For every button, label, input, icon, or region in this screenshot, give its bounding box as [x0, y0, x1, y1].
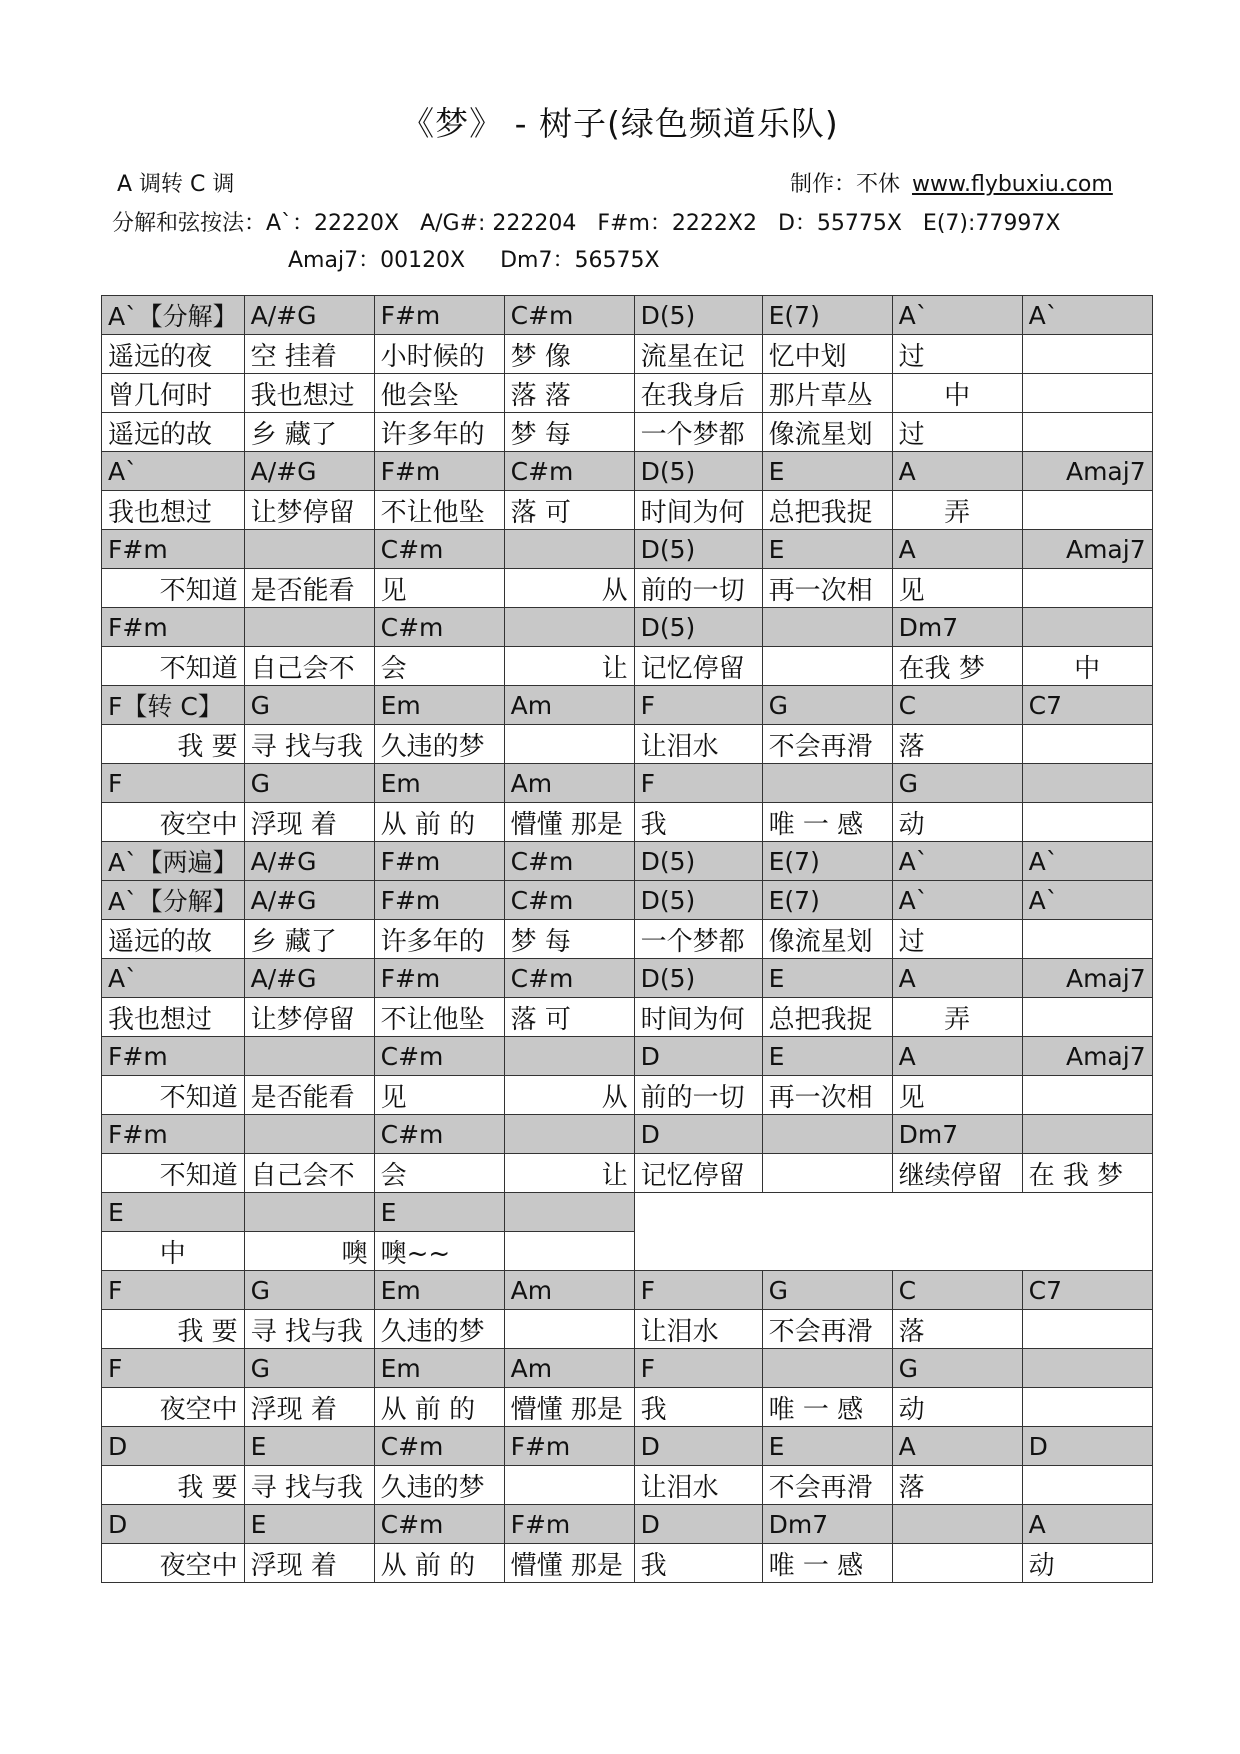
- lyric-cell: 我也想过: [102, 998, 245, 1037]
- chord-cell: Amaj7: [1022, 530, 1152, 569]
- chord-cell: F#m: [374, 881, 504, 920]
- chord-cell: D(5): [634, 530, 762, 569]
- chord-cell: F: [634, 686, 762, 725]
- lyric-cell: 不会再滑: [762, 725, 892, 764]
- chord-cell: [1022, 764, 1152, 803]
- chord-cell: F#m: [102, 1037, 245, 1076]
- chord-cell: A/#G: [244, 881, 374, 920]
- chord-cell: C: [892, 686, 1022, 725]
- chord-cell: F#m: [504, 1505, 634, 1544]
- lyric-cell: 遥远的夜: [102, 335, 245, 374]
- lyric-cell: 梦 每: [504, 920, 634, 959]
- chord-cell: C7: [1022, 1271, 1152, 1310]
- chord-cell: A`: [892, 881, 1022, 920]
- chord-cell: A`【分解】: [102, 296, 245, 335]
- lyric-cell: 不让他坠: [374, 491, 504, 530]
- chord-cell: E(7): [762, 842, 892, 881]
- credit-author: 制作：不休: [790, 172, 901, 197]
- chord-cell: C#m: [504, 452, 634, 491]
- chord-cell: A/#G: [244, 959, 374, 998]
- chord-cell: [244, 1115, 374, 1154]
- lyric-row: [102, 1466, 1153, 1505]
- chord-row: [102, 1037, 1153, 1076]
- chord-cell: E(7): [762, 296, 892, 335]
- lyric-cell: 总把我捉: [762, 998, 892, 1037]
- lyric-cell: [892, 1544, 1022, 1583]
- lyric-row: [102, 803, 1153, 842]
- lyric-cell: 流星在记: [634, 335, 762, 374]
- lyric-cell: 让梦停留: [244, 491, 374, 530]
- chord-cell: A`: [1022, 296, 1152, 335]
- lyric-cell: 会: [374, 647, 504, 686]
- chord-shapes-line-1: 分解和弦按法：A`：22220X A/G#: 222204 F#m：2222X2 D：55775X E(7):77997X: [112, 211, 1061, 236]
- chord-cell: F: [102, 1271, 245, 1310]
- lyric-cell: 让泪水: [634, 1310, 762, 1349]
- lyric-cell: 见: [374, 1076, 504, 1115]
- lyric-cell: 浮现 着: [244, 803, 374, 842]
- chord-cell: A: [1022, 1505, 1152, 1544]
- chord-cell: F【转 C】: [102, 686, 245, 725]
- lyric-cell: 中: [892, 374, 1022, 413]
- chord-cell: Am: [504, 764, 634, 803]
- empty-cell: [634, 1193, 1152, 1232]
- chord-cell: [244, 608, 374, 647]
- lyric-row: [102, 1310, 1153, 1349]
- lyric-cell: 乡 藏了: [244, 413, 374, 452]
- lyric-cell: 落 可: [504, 491, 634, 530]
- lyric-cell: 是否能看: [244, 1076, 374, 1115]
- lyric-cell: 让梦停留: [244, 998, 374, 1037]
- lyric-cell: [762, 647, 892, 686]
- lyric-row: [102, 998, 1153, 1037]
- lyric-cell: 梦 每: [504, 413, 634, 452]
- lyric-cell: 乡 藏了: [244, 920, 374, 959]
- lyric-cell: 寻 找与我: [244, 725, 374, 764]
- lyric-cell: 唯 一 感: [762, 1388, 892, 1427]
- chord-cell: E: [762, 452, 892, 491]
- chord-row: [102, 1271, 1153, 1310]
- lyric-cell: 我也想过: [102, 491, 245, 530]
- lyric-cell: 让泪水: [634, 1466, 762, 1505]
- chord-cell: Amaj7: [1022, 959, 1152, 998]
- lyric-cell: 遥远的故: [102, 920, 245, 959]
- chord-cell: A: [892, 530, 1022, 569]
- lyric-cell: 我: [634, 1388, 762, 1427]
- chord-cell: E: [762, 959, 892, 998]
- lyric-cell: 从 前 的: [374, 1544, 504, 1583]
- lyric-cell: 小时候的: [374, 335, 504, 374]
- lyric-cell: [762, 1154, 892, 1193]
- chord-cell: A`: [892, 296, 1022, 335]
- lyric-cell: 寻 找与我: [244, 1466, 374, 1505]
- chord-cell: D(5): [634, 608, 762, 647]
- chord-row: [102, 881, 1153, 920]
- lyric-cell: 夜空中: [102, 1388, 245, 1427]
- chord-cell: C#m: [374, 1037, 504, 1076]
- lyric-cell: 空 挂着: [244, 335, 374, 374]
- chord-cell: Dm7: [762, 1505, 892, 1544]
- lyric-row: [102, 1232, 1153, 1271]
- lyric-cell: 见: [892, 1076, 1022, 1115]
- lyric-cell: 一个梦都: [634, 920, 762, 959]
- lyric-cell: 不会再滑: [762, 1310, 892, 1349]
- chord-cell: G: [892, 1349, 1022, 1388]
- lyric-row: [102, 1388, 1153, 1427]
- lyric-cell: [1022, 1310, 1152, 1349]
- chord-cell: [504, 1115, 634, 1154]
- lyric-cell: 时间为何: [634, 491, 762, 530]
- lyric-cell: 懵懂 那是: [504, 1544, 634, 1583]
- lyric-cell: 见: [892, 569, 1022, 608]
- lyric-cell: 落 落: [504, 374, 634, 413]
- lyric-cell: 不知道: [102, 569, 245, 608]
- lyric-cell: 一个梦都: [634, 413, 762, 452]
- lyric-cell: 我: [634, 803, 762, 842]
- chord-cell: A/#G: [244, 452, 374, 491]
- chord-cell: A`: [102, 452, 245, 491]
- chord-cell: [1022, 608, 1152, 647]
- chord-cell: F#m: [102, 1115, 245, 1154]
- chord-cell: [244, 530, 374, 569]
- lyric-row: [102, 413, 1153, 452]
- chord-cell: A: [892, 1037, 1022, 1076]
- chord-cell: [762, 1115, 892, 1154]
- lyric-cell: [1022, 1466, 1152, 1505]
- chord-cell: G: [244, 686, 374, 725]
- chord-cell: Am: [504, 1349, 634, 1388]
- lyric-cell: 再一次相: [762, 1076, 892, 1115]
- credit-line: [790, 167, 1113, 203]
- lyric-cell: 前的一切: [634, 569, 762, 608]
- chord-cell: A: [892, 959, 1022, 998]
- chord-row: [102, 1115, 1153, 1154]
- chord-cell: F#m: [102, 608, 245, 647]
- lyric-cell: 不会再滑: [762, 1466, 892, 1505]
- lyric-cell: 寻 找与我: [244, 1310, 374, 1349]
- lyric-cell: 夜空中: [102, 1544, 245, 1583]
- lyric-cell: 我: [634, 1544, 762, 1583]
- chord-cell: D: [634, 1037, 762, 1076]
- site-link[interactable]: www.flybuxiu.com: [912, 172, 1113, 197]
- chord-cell: C7: [1022, 686, 1152, 725]
- chord-cell: C#m: [374, 608, 504, 647]
- lyric-cell: 像流星划: [762, 413, 892, 452]
- chord-cell: F#m: [374, 452, 504, 491]
- lyric-cell: 他会坠: [374, 374, 504, 413]
- lyric-cell: 会: [374, 1154, 504, 1193]
- chord-cell: Amaj7: [1022, 452, 1152, 491]
- lyric-cell: [1022, 1076, 1152, 1115]
- chord-cell: C#m: [374, 530, 504, 569]
- chord-cell: Amaj7: [1022, 1037, 1152, 1076]
- chord-cell: F: [634, 1271, 762, 1310]
- lyric-cell: [1022, 569, 1152, 608]
- lyric-cell: 像流星划: [762, 920, 892, 959]
- chord-cell: F#m: [374, 959, 504, 998]
- chord-cell: G: [244, 764, 374, 803]
- chord-cell: A`: [1022, 842, 1152, 881]
- chord-cell: [762, 1349, 892, 1388]
- chord-cell: C#m: [504, 881, 634, 920]
- lyric-cell: 继续停留: [892, 1154, 1022, 1193]
- lyric-cell: 不知道: [102, 1076, 245, 1115]
- lyric-cell: 不知道: [102, 647, 245, 686]
- chord-cell: G: [762, 1271, 892, 1310]
- chord-cell: C#m: [374, 1427, 504, 1466]
- chord-cell: D: [634, 1505, 762, 1544]
- chord-cell: F#m: [504, 1427, 634, 1466]
- chord-cell: D: [1022, 1427, 1152, 1466]
- lyric-cell: 弄: [892, 491, 1022, 530]
- lyric-row: [102, 725, 1153, 764]
- lyric-cell: 再一次相: [762, 569, 892, 608]
- chord-cell: F: [102, 1349, 245, 1388]
- chord-cell: [1022, 1115, 1152, 1154]
- chord-cell: [504, 1193, 634, 1232]
- lyric-cell: 让: [504, 1154, 634, 1193]
- chord-cell: Am: [504, 1271, 634, 1310]
- chord-cell: C: [892, 1271, 1022, 1310]
- chord-cell: Em: [374, 1349, 504, 1388]
- lyric-cell: 让泪水: [634, 725, 762, 764]
- chord-cell: G: [244, 1349, 374, 1388]
- lyric-cell: 许多年的: [374, 413, 504, 452]
- lyric-cell: 自己会不: [244, 647, 374, 686]
- chord-cell: [1022, 1349, 1152, 1388]
- chord-cell: A`: [1022, 881, 1152, 920]
- chord-row: [102, 842, 1153, 881]
- chord-cell: [892, 1505, 1022, 1544]
- chord-row: [102, 530, 1153, 569]
- lyric-cell: 过: [892, 920, 1022, 959]
- chord-cell: D(5): [634, 881, 762, 920]
- chord-cell: A: [892, 1427, 1022, 1466]
- chord-row: [102, 1193, 1153, 1232]
- key-info: A 调转 C 调: [117, 172, 235, 197]
- lyric-cell: 过: [892, 413, 1022, 452]
- chord-row: [102, 296, 1153, 335]
- lyric-cell: 从: [504, 569, 634, 608]
- lyric-cell: 我 要: [102, 1466, 245, 1505]
- lyric-cell: 过: [892, 335, 1022, 374]
- song-title: 《梦》 - 树子(绿色频道乐队): [401, 104, 839, 143]
- lyric-cell: 夜空中: [102, 803, 245, 842]
- chord-cell: E: [762, 530, 892, 569]
- lyric-cell: 前的一切: [634, 1076, 762, 1115]
- chord-cell: [504, 608, 634, 647]
- lyric-cell: 唯 一 感: [762, 803, 892, 842]
- lyric-cell: 落: [892, 1466, 1022, 1505]
- chord-row: [102, 764, 1153, 803]
- lyric-cell: [1022, 491, 1152, 530]
- chord-cell: Em: [374, 686, 504, 725]
- lyric-cell: 久违的梦: [374, 1310, 504, 1349]
- chord-cell: E: [762, 1037, 892, 1076]
- chord-cell: D: [634, 1427, 762, 1466]
- lyric-cell: 落: [892, 1310, 1022, 1349]
- chord-row: [102, 452, 1153, 491]
- chord-cell: G: [892, 764, 1022, 803]
- lyric-cell: 我 要: [102, 725, 245, 764]
- lyric-cell: 从 前 的: [374, 803, 504, 842]
- lyric-cell: [1022, 335, 1152, 374]
- chord-cell: [762, 764, 892, 803]
- chord-cell: C#m: [374, 1115, 504, 1154]
- chord-cell: [762, 608, 892, 647]
- lyric-row: [102, 335, 1153, 374]
- chord-shapes-line-2: Amaj7：00120X Dm7：56575X: [288, 248, 660, 273]
- chord-cell: E: [762, 1427, 892, 1466]
- chord-cell: F: [102, 764, 245, 803]
- lyric-cell: 从 前 的: [374, 1388, 504, 1427]
- chord-cell: E: [244, 1505, 374, 1544]
- chord-cell: A`【分解】: [102, 881, 245, 920]
- lyric-cell: 噢~~: [374, 1232, 504, 1271]
- lyric-cell: 见: [374, 569, 504, 608]
- lyric-cell: 浮现 着: [244, 1388, 374, 1427]
- chord-cell: E: [244, 1427, 374, 1466]
- lyric-cell: 是否能看: [244, 569, 374, 608]
- chord-row: [102, 1427, 1153, 1466]
- chord-cell: F: [634, 764, 762, 803]
- lyric-cell: 我也想过: [244, 374, 374, 413]
- lyric-cell: 不知道: [102, 1154, 245, 1193]
- lyric-cell: [504, 1232, 634, 1271]
- lyric-cell: 忆中划: [762, 335, 892, 374]
- chord-cell: Dm7: [892, 608, 1022, 647]
- chord-row: [102, 686, 1153, 725]
- lyric-cell: 梦 像: [504, 335, 634, 374]
- lyric-cell: 在 我 梦: [1022, 1154, 1152, 1193]
- chord-cell: E: [102, 1193, 245, 1232]
- lyric-cell: 唯 一 感: [762, 1544, 892, 1583]
- chord-cell: A/#G: [244, 296, 374, 335]
- lyric-cell: [504, 725, 634, 764]
- chord-cell: A`: [892, 842, 1022, 881]
- chord-cell: [504, 530, 634, 569]
- chord-cell: D(5): [634, 452, 762, 491]
- lyric-row: [102, 647, 1153, 686]
- chord-cell: D(5): [634, 959, 762, 998]
- lyric-cell: 久违的梦: [374, 725, 504, 764]
- lyric-cell: 落 可: [504, 998, 634, 1037]
- lyric-cell: 动: [892, 1388, 1022, 1427]
- chord-cell: [244, 1037, 374, 1076]
- chord-cell: D(5): [634, 842, 762, 881]
- chord-row: [102, 1505, 1153, 1544]
- lyric-cell: 动: [892, 803, 1022, 842]
- lyric-cell: [1022, 725, 1152, 764]
- empty-cell: [634, 1232, 1152, 1271]
- chord-cell: C#m: [504, 959, 634, 998]
- lyric-row: [102, 1154, 1153, 1193]
- chord-cell: D: [102, 1427, 245, 1466]
- chord-cell: A: [892, 452, 1022, 491]
- lyric-cell: 懵懂 那是: [504, 803, 634, 842]
- lyric-cell: 我 要: [102, 1310, 245, 1349]
- lyric-row: [102, 374, 1153, 413]
- lyric-cell: [1022, 998, 1152, 1037]
- chord-cell: F#m: [102, 530, 245, 569]
- chord-cell: A`: [102, 959, 245, 998]
- chord-cell: F#m: [374, 842, 504, 881]
- lyric-cell: 遥远的故: [102, 413, 245, 452]
- lyric-cell: 中: [1022, 647, 1152, 686]
- chord-cell: A`【两遍】: [102, 842, 245, 881]
- lyric-row: [102, 1076, 1153, 1115]
- lyric-cell: 让: [504, 647, 634, 686]
- chord-cell: C#m: [374, 1505, 504, 1544]
- chord-row: [102, 608, 1153, 647]
- lyric-cell: 自己会不: [244, 1154, 374, 1193]
- chord-cell: F: [634, 1349, 762, 1388]
- lyric-cell: [1022, 374, 1152, 413]
- lyric-row: [102, 920, 1153, 959]
- chord-cell: G: [244, 1271, 374, 1310]
- lyric-cell: [1022, 803, 1152, 842]
- lyric-cell: [1022, 413, 1152, 452]
- lyric-cell: 懵懂 那是: [504, 1388, 634, 1427]
- lyric-cell: [1022, 1388, 1152, 1427]
- chord-cell: E: [374, 1193, 504, 1232]
- lyric-cell: [504, 1466, 634, 1505]
- lyric-cell: 弄: [892, 998, 1022, 1037]
- chord-cell: D(5): [634, 296, 762, 335]
- lyric-cell: 记忆停留: [634, 1154, 762, 1193]
- chord-cell: E(7): [762, 881, 892, 920]
- chord-cell: D: [634, 1115, 762, 1154]
- lyric-cell: 记忆停留: [634, 647, 762, 686]
- chord-cell: [244, 1193, 374, 1232]
- lyric-cell: 动: [1022, 1544, 1152, 1583]
- lyric-cell: 噢: [244, 1232, 374, 1271]
- chord-cell: G: [762, 686, 892, 725]
- lyric-cell: 那片草丛: [762, 374, 892, 413]
- lyric-cell: 时间为何: [634, 998, 762, 1037]
- lyric-cell: 从: [504, 1076, 634, 1115]
- lyric-cell: 中: [102, 1232, 245, 1271]
- chord-cell: Am: [504, 686, 634, 725]
- lyric-cell: 许多年的: [374, 920, 504, 959]
- lyric-cell: 在我 梦: [892, 647, 1022, 686]
- chord-cell: [504, 1037, 634, 1076]
- lyric-cell: 落: [892, 725, 1022, 764]
- lyric-row: [102, 1544, 1153, 1583]
- lyric-cell: [1022, 920, 1152, 959]
- lyric-cell: 在我身后: [634, 374, 762, 413]
- chord-row: [102, 1349, 1153, 1388]
- chord-cell: F#m: [374, 296, 504, 335]
- lyric-cell: 总把我捉: [762, 491, 892, 530]
- chord-row: [102, 959, 1153, 998]
- lyric-cell: 浮现 着: [244, 1544, 374, 1583]
- chord-cell: D: [102, 1505, 245, 1544]
- lyric-cell: 不让他坠: [374, 998, 504, 1037]
- lyric-cell: 曾几何时: [102, 374, 245, 413]
- chord-sheet-table: [101, 295, 1153, 1583]
- chord-cell: Dm7: [892, 1115, 1022, 1154]
- chord-cell: Em: [374, 764, 504, 803]
- lyric-row: [102, 491, 1153, 530]
- lyric-cell: 久违的梦: [374, 1466, 504, 1505]
- chord-cell: C#m: [504, 296, 634, 335]
- chord-cell: Em: [374, 1271, 504, 1310]
- chord-cell: C#m: [504, 842, 634, 881]
- lyric-cell: [504, 1310, 634, 1349]
- lyric-row: [102, 569, 1153, 608]
- chord-cell: A/#G: [244, 842, 374, 881]
